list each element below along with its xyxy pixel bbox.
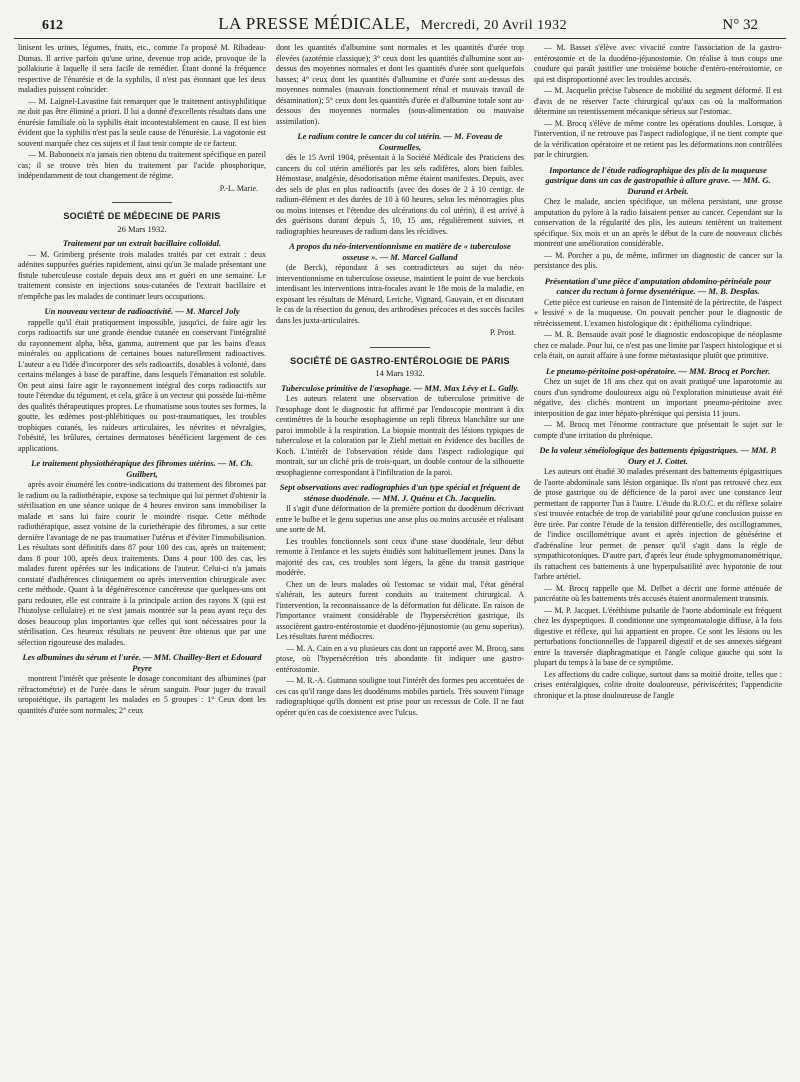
article-heading: Tuberculose primitive de l'œsophage. — MM. Max Lévy et L. Gally. bbox=[281, 382, 519, 393]
paragraph: — M. A. Cain en a vu plusieurs cas dont un rapporté avec M. Brocq, sans ptose, où l'hypersécrétion très abondante fit indiquer une gastro-entérostomie. bbox=[276, 643, 524, 674]
page-number: 612 bbox=[42, 18, 63, 33]
paragraph: Il s'agit d'une déformation de la première portion du duodénum décrivant entre le bulbe et le genu superius une anse plus ou moins accusée et réalisant une sorte de M. bbox=[276, 504, 524, 534]
session-date: 26 Mars 1932. bbox=[117, 223, 167, 234]
column-1 bbox=[18, 43, 266, 719]
society-heading: SOCIÉTÉ DE MÉDECINE DE PARIS bbox=[63, 211, 221, 221]
paragraph: — M. Basset s'élève avec vivacité contre l'association de la gastro-entérostomie et de la duodéno-jéjunostomie. On réalise à tous coups une coudure qui paraît justifier une troisième bouche d'entéro-entérostomie, ce qui est disproportionné avec les troubles accusés. bbox=[534, 43, 782, 84]
article-heading: Importance de l'étude radiographique des plis de la muqueuse gastrique dans un cas de gastropathie à allure grave. — MM. G. Durand et Arbeit. bbox=[545, 164, 771, 196]
paragraph: Les auteurs relatent une observation de tuberculose primitive de l'œsophage dont le diagnostic fut affirmé par l'endoscopie montrant à dix centimètres de la bouche œsophagienne un repli fibreux blanchâtre sur une paroi immobile à la respiration. La biopsie montrait des lésions typiques de tuberculose et la coloration par le Ziehl mettait en évidence des bacilles de Koch. L'intérêt de l'observation réside dans l'aspect radiologique qui montrait, sur un cliché pris de trois-quart, un double contour de la silhouette œsophagienne correspondant à l'infiltration de la paroi. bbox=[276, 394, 524, 477]
paragraph: linisent les urines, légumes, fruits, etc., comme l'a proposé M. Ribadeau-Dumas. Il arrive parfois qu'une urine, devenue trop acide, provoque de la pollakiurie à laquelle il sera facile de remédier. Étant donné la fréquence respective de l'énurésie et de la syphilis, il n'est pas étonnant que les deux maladies puissent coïncider. bbox=[18, 43, 266, 94]
journal-name: LA PRESSE MÉDICALE, bbox=[218, 14, 411, 33]
paragraph: Les auteurs ont étudié 30 malades présentant des battements épigastriques de l'aorte abdominale sans lésion organique. Ils n'ont pas retrouvé chez eux de ptose gastrique ou de déficience de la paroi avec une constance leur permettant de rapporter l'un à l'autre. L'étude du R.O.C. et du réflexe solaire s'est trouvée entachée de trop de variabilité pour qu'une conclusion puisse en être tirée. Par contre l'étude de la tension différentielle, des oscillogrammes, de l'indice oscillométrique avant et après injection de génésérine et d'adrénaline leur permet de penser qu'il s'agit dans la règle de sympathicotoniques. D'autre part, d'après leur étude sphygmomanométrique, ils rattachent ces battements à une hyperpulsatilité avec hypotonie de tout l'arbre artériel. bbox=[534, 467, 782, 581]
paragraph: rappelle qu'il était pratiquement impossible, jusqu'ici, de faire agir les corps radioactifs sur une grande étendue cutanée en conservant l'intégralité du rayonnement alpha, bêta, gamma, autrement que par les bains d'eaux minérales ou applications de certaines boues naturellement radioactives. L'auteur a eu l'idée d'incorporer des sels radioactifs, dosables à volonté, dans certains mélanges à base de paraffine, dans lesquels l'émanation est soluble. On peut ainsi faire agir le rayonnement intégral des corps radioactifs sur toute l'étendue du tégument, et cela, grâce à un vecteur qui possède lui-même des qualités thérapeutiques propres. Le rhumatisme sous toutes ses formes, la goutte, les œdèmes post-phlébitiques ou post-traumatiques, les troubles trophiques cutanés, les raideurs articulaires, les névrites et névralgies, l'obésité, les brûlures, certaines dermatoses bénéficient largement de ces applications. bbox=[18, 317, 266, 453]
article-heading: Présentation d'une pièce d'amputation abdomino-périnéale pour cancer du rectum à forme dysentérique. — M. B. Desplas. bbox=[544, 275, 772, 296]
article-heading: Le radium contre le cancer du col utérin. — M. Foveau de Courmelles, bbox=[297, 131, 503, 152]
column-3 bbox=[534, 43, 782, 719]
paragraph: dont les quantités d'albumine sont normales et les quantités d'urée trop élevées (azotémie classique); 3° ceux dont les quantités d'albumine sont au-dessus des moyennes normales et dont les quantités d'urée sont quelquefois basses; 4° ceux dont les quantités d'albumine et d'urée sont au-dessus des moyennes normales (mauvais fonctionnement rénal et mauvais travail de désamination); 5° ceux dont les quantités d'urée et d'albumine totale sont au-dessous des moyennes normales (sous-alimentation ou mauvaise assimilation). bbox=[276, 43, 524, 126]
paragraph: Chez un sujet de 18 ans chez qui on avait pratiqué une laparotomie au cours d'un syndrome douloureux aigu où l'exploration minutieuse avait été négative, des clichés montrent un important pneumo-péritoine avec interposition de gaz inter hépato-phrénique qui persista 11 jours. bbox=[534, 377, 782, 418]
paragraph: — M. Jacquelin précise l'absence de mobilité du segment déformé. Il est d'avis de ne réserver l'acte chirurgical qu'aux cas où la malformation détermine un retentissement mécanique sérieux sur l'estomac. bbox=[534, 86, 782, 116]
paragraph: — M. Grimberg présente trois malades traités par cet extrait : deux adénites suppurées guéries rapidement, ainsi qu'un 3e malade présentant une fistule tuberculeuse costale depuis deux ans et guéri en une semaine. Le traitement consiste en injections sous-cutanées de l'extrait bacillaire et n'empêche pas les malades de continuer leurs occupations. bbox=[18, 249, 266, 301]
article-heading: Le pneumo-péritoine post-opératoire. — MM. Brocq et Porcher. bbox=[545, 365, 771, 376]
issue-number: N° 32 bbox=[722, 17, 758, 33]
section-divider bbox=[370, 347, 430, 348]
paragraph: Les affections du cadre colique, surtout dans sa moitié droite, telles que : crises entéralgiques, colite droite douloureuse, périviscérites; l'appendicite chronique et la ptose douloureuse de l'angle bbox=[534, 669, 782, 700]
paragraph: Cette pièce est curieuse en raison de l'intensité de la périrectite, de l'aspect « lessivé » de la muqueuse. On pouvait pencher pour le diagnostic de rétrécissement. L'examen histologique dit : épithélioma cylindrique. bbox=[534, 297, 782, 328]
paragraph: — M. Porcher a pu, de même, infirmer un diagnostic de cancer sur la persistance des plis. bbox=[534, 250, 782, 270]
article-heading: Les albumines du sérum et l'urée. — MM. Chailley-Bert et Edouard Peyre bbox=[22, 652, 262, 673]
paragraph: Chez un de leurs malades où l'estomac se vidait mal, l'état général s'altérait, les auteurs furent conduits au traitement chirurgical. A l'intervention, la reconnaissance de la déformation fut délicate. En raison de l'importance vraiment considérable de l'hypersécrétion gastrique, ils associèrent gastro-entérostomie et duodéno-jéjunostomie (au genu superius). Les résultats furent médiocres. bbox=[276, 579, 524, 641]
paragraph: — M. Brocq rappelle que M. Delbet a décrit une forme atténuée de pancréatite où les battements très accusés étaient anormalement transmis. bbox=[534, 583, 782, 603]
author-signature: P. Prost. bbox=[489, 328, 516, 337]
article-columns bbox=[14, 39, 786, 719]
author-signature: P.-L. Marie. bbox=[219, 183, 258, 193]
paragraph: après avoir énuméré les contre-indications du traitement des fibromes par le radium ou la radiothérapie, expose sa technique qui lui permet d'obtenir la stérilisation en une séance unique de 4 heures environ sans immobiliser la malade et sans lui faire courir le moindre risque. Cette méthode radiothérapique, assez voisine de la curiethérapie des fibromes, a sur cette dernière l'avantage de ne pas traumatiser l'utérus et d'éviter l'immobilisation. Les résultats sont définitifs dans 87 pour 100 des cas, après un traitement; dans 8 pour 100, après deux traitements. Dans 4 pour 100 des cas, les malades furent opérées sur les indications de l'auteur. Celui-ci n'a jamais constaté d'adhérences cliniquement ou après intervention chirurgicale avec cette méthode. Quant à la dégénérescence cancéreuse que quelques-uns ont paru redouter, elle est contraire à la principale action des rayons X (qui est l'histolyse cellulaire) et ne s'est jamais montrée sur la peau ayant reçu des doses beaucoup plus importantes que celles qui sont nécessaires pour la stérilisation. Ces heureux résultats ne peuvent être obtenus que par une sélection rigoureuse des malades. bbox=[18, 480, 266, 647]
article-heading: De la valeur séméiologique des battements épigastriques. — MM. P. Oury et J. Cottet. bbox=[539, 445, 777, 466]
paragraph: — M. P. Jacquet. L'éréthisme pulsatile de l'aorte abdominale est fréquent chez les dyspeptiques. Il conditionne une symptomatologie diffuse, à la fois digestive et réflexe, qui lui appartient en propre. Ce sont les lésions ou les perturbations fonctionnelles de l'appareil digestif et de ses annexes siégeant entre la traversée diaphragmatique et l'angle colique gauche qui sont la plupart du temps à la base de ce symptôme. bbox=[534, 605, 782, 667]
session-date: 14 Mars 1932. bbox=[375, 368, 425, 378]
issue-date: Mercredi, 20 Avril 1932 bbox=[420, 18, 568, 33]
paragraph: — M. R.-A. Gutmann souligne tout l'intérêt des formes peu accentuées de ces cas qu'il range dans les duodénums mobiles partiels. Très souvent l'image radiographique qu'ils donnent est prise pour un recessus de Cole. Il ne faut opérer qu'en cas de coexistence avec l'ulcus. bbox=[276, 676, 524, 717]
article-heading: Le traitement physiothérapique des fibromes utérins. — M. Ch. Guilbert, bbox=[31, 458, 253, 479]
article-heading: Un nouveau vecteur de radioactivité. — M. Marcel Joly bbox=[44, 306, 240, 316]
section-divider bbox=[112, 202, 172, 203]
masthead bbox=[14, 14, 786, 39]
paragraph: — M. Brocq met l'énorme contracture que présentait le sujet sur le compte d'une irritation du phrénique. bbox=[534, 420, 782, 440]
paragraph: — M. Brocq s'élève de même contre les opérations doubles. Lorsque, à l'intervention, il ne retrouve pas l'aspect radiologique, il ne tient compte que de la vérification opératoire et ne retient pas les déformations non contrôlées par le chirurgien. bbox=[534, 118, 782, 159]
society-heading: SOCIÉTÉ DE GASTRO-ENTÉROLOGIE DE PARIS bbox=[290, 355, 510, 366]
paragraph: — M. Babonneix n'a jamais rien obtenu du traitement spécifique en pareil cas; il se trouve très bien du traitement par l'acide phosphorique, indépendamment de tout changement de régime. bbox=[18, 150, 266, 180]
paragraph: — M. R. Bensaude avait posé le diagnostic endoscopique de néoplasme chez ce malade. Pour lui, ce n'est pas une limite par l'aspect histologique et si cela était, on aurait affaire à une forme métastasique plutôt que primitive. bbox=[534, 330, 782, 360]
journal-title bbox=[218, 14, 567, 34]
paragraph: Les troubles fonctionnels sont ceux d'une stase duodénale, leur début remonte à l'enfance et les sujets étudiés sont habituellement jeunes. Dans la majorité des cas, ces troubles sont légers, la gêne du transit gastrique modérée. bbox=[276, 536, 524, 577]
paragraph: dès le 15 Avril 1904, présentait à la Société Médicale des Praticiens des cancers du col utérin améliorés par les sels radifères, alors bien faibles. Hémostase, analgésie, désodorisation même étaient manifestes. Depuis, avec des sels de plus en plus radioactifs (avec des doses de 2 à 10 centigr. de radium-élément et des durées de 10 à 60 heures, selon les ménorragies plus ou moins intenses et l'étendue des ulcérations du col utérin), il est arrivé à des guérisons durant depuis 5, 10, 15 ans, régulièrement suivies, et radiographies heureuses de radium dans les récidives. bbox=[276, 153, 524, 236]
article-heading: Traitement par un extrait bacillaire colloïdal. bbox=[62, 238, 222, 248]
column-2 bbox=[276, 43, 524, 719]
article-heading: Sept observations avec radiographies d'un type spécial et fréquent de sténose duodénale. — MM. J. Quénu et Ch. Jacquelin. bbox=[279, 482, 521, 503]
paragraph: — M. Laignel-Lavastine fait remarquer que le traitement antisyphilitique ne doit pas être éliminé a priori. Il lui a donné d'excellents résultats dans une énurésie familiale où la syphilis était incontestablement en cause. Il est bien évident que la syphilis n'est pas la seule cause de l'énurésie. La vagotonie est souvent marquée chez ces sujets et il faut tenir compte de ce facteur. bbox=[18, 96, 266, 148]
paragraph: Chez le malade, ancien spécifique, un mélena persistant, une grosse amputation du pylore à la radio faisaient penser au cancer. Cependant sur la conservation de la régularité des plis, les auteurs tentèrent un traitement spécifique. Six mois et un an après le début de la cure de nouveaux clichés montrent une amélioration considérable. bbox=[534, 197, 782, 248]
paragraph: montrent l'intérêt que présente le dosage concomitant des albumines (par réfractométrie) et de l'urée dans le sérum sanguin. Pour juger du travail uropoiétique, ils partagent les malades en 5 groupes : 1° Ceux dont les quantités d'urée sont normales; 2° ceux bbox=[18, 674, 266, 715]
paragraph: (de Berck), répondant à ses contradicteurs au sujet du néo-interventionnisme en tuberculose osseuse, maintient le point de vue berckois interdisant les interventions intra-focales avant le 18e mois de la maladie, en exposant les résultats de Ménard, Leriche, Vignard, Gauvain, et en discutant le cas de la résection du genou, des arthrodèses précoces et des succès faciles dans les juxta-articulaires. bbox=[276, 263, 524, 325]
article-heading: A propos du néo-interventionnisme en matière de « tuberculose osseuse ». — M. Marcel Galland bbox=[289, 241, 511, 262]
